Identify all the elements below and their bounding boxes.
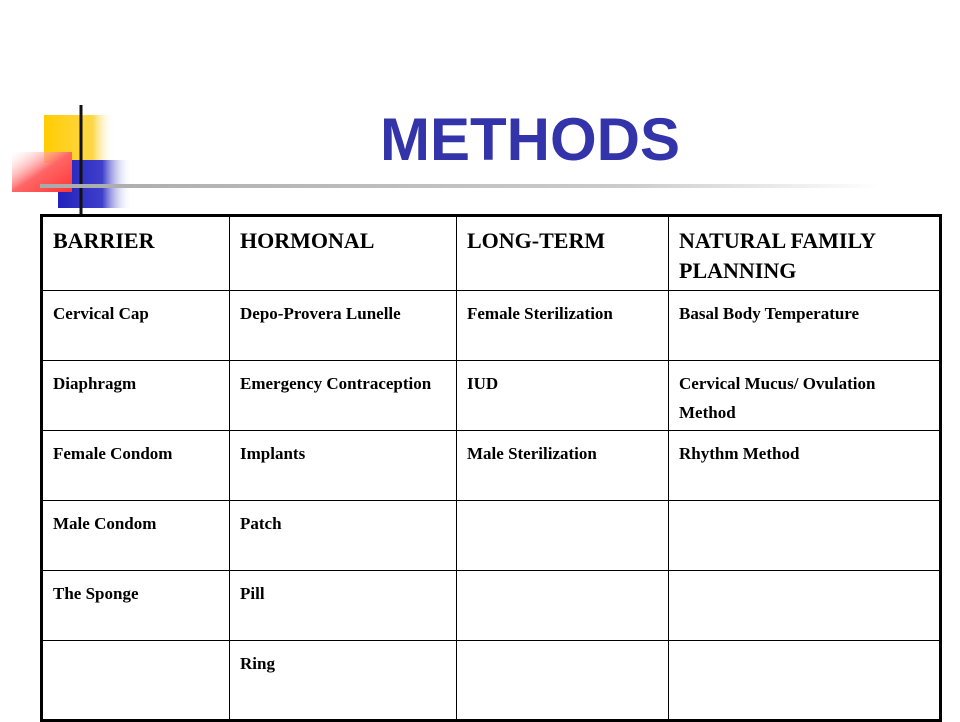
table-cell: Male Condom xyxy=(42,501,230,571)
table-cell: The Sponge xyxy=(42,571,230,641)
header-hormonal: HORMONAL xyxy=(230,216,457,291)
methods-table xyxy=(40,214,942,722)
header-barrier: BARRIER xyxy=(42,216,230,291)
table-cell: Rhythm Method xyxy=(669,431,941,501)
table-cell xyxy=(457,641,669,721)
table-row xyxy=(42,641,941,721)
title-underline xyxy=(40,184,880,188)
table-cell xyxy=(42,641,230,721)
table-row xyxy=(42,501,941,571)
table-cell: IUD xyxy=(457,361,669,431)
table-cell xyxy=(669,501,941,571)
table-cell: Emergency Contraception xyxy=(230,361,457,431)
table-cell xyxy=(457,571,669,641)
table-row xyxy=(42,291,941,361)
table-cell: Female Sterilization xyxy=(457,291,669,361)
table-cell: Pill xyxy=(230,571,457,641)
table-header-row xyxy=(42,216,941,291)
table-row xyxy=(42,431,941,501)
table-cell: Male Sterilization xyxy=(457,431,669,501)
table-row xyxy=(42,361,941,431)
table-cell: Diaphragm xyxy=(42,361,230,431)
table-cell: Basal Body Temperature xyxy=(669,291,941,361)
table-cell: Implants xyxy=(230,431,457,501)
table-cell: Female Condom xyxy=(42,431,230,501)
page-title: METHODS xyxy=(380,106,680,173)
table-cell: Cervical Cap xyxy=(42,291,230,361)
table-cell: Cervical Mucus/ Ovulation Method xyxy=(669,361,941,431)
table-cell: Patch xyxy=(230,501,457,571)
header-natural-family-planning: NATURAL FAMILY PLANNING xyxy=(669,216,941,291)
table-cell xyxy=(669,571,941,641)
table-row xyxy=(42,571,941,641)
table-cell xyxy=(457,501,669,571)
table-cell: Depo-Provera Lunelle xyxy=(230,291,457,361)
table-cell: Ring xyxy=(230,641,457,721)
table-cell xyxy=(669,641,941,721)
header-long-term: LONG-TERM xyxy=(457,216,669,291)
